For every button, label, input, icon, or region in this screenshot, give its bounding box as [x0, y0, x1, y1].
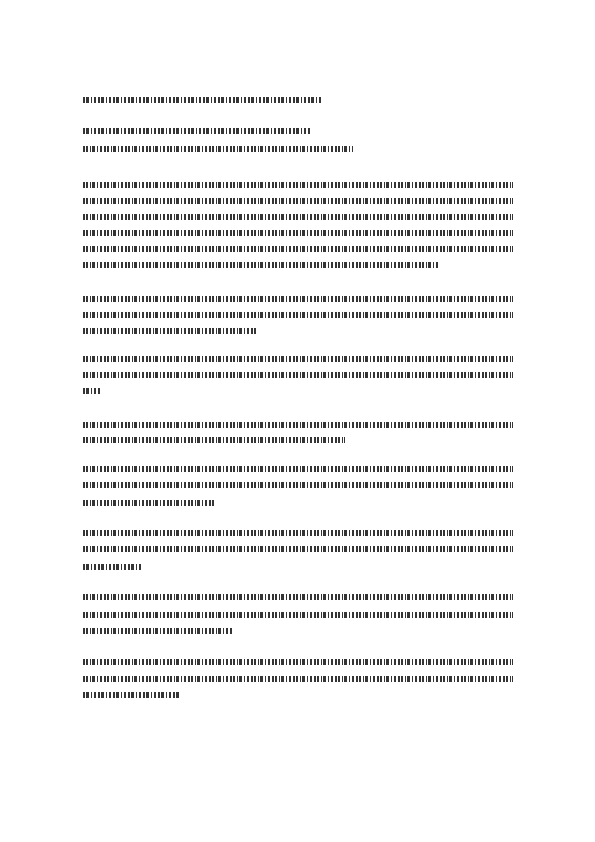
para-5-line-2	[83, 482, 513, 488]
para-3-line-1	[83, 356, 513, 362]
para-6-line-3	[83, 564, 141, 570]
para-2-line-2	[83, 312, 513, 318]
para-7-line-1	[83, 594, 513, 600]
intro-line-1	[83, 128, 311, 134]
para-1-line-6	[83, 262, 439, 268]
para-3-line-3	[83, 388, 101, 394]
para-3-line-2	[83, 372, 513, 378]
para-8-line-3	[83, 692, 179, 698]
para-7-line-2	[83, 612, 513, 618]
para-5-line-3	[83, 500, 215, 506]
para-1-line-3	[83, 214, 513, 220]
para-1-line-4	[83, 230, 513, 236]
para-4-line-2	[83, 437, 345, 443]
para-5-line-1	[83, 466, 513, 472]
para-8-line-2	[83, 676, 513, 682]
para-1-line-1	[83, 182, 513, 188]
para-4-line-1	[83, 422, 513, 428]
header-line	[83, 97, 321, 103]
para-7-line-3	[83, 628, 233, 634]
para-6-line-1	[83, 530, 513, 536]
intro-line-2	[83, 146, 353, 152]
para-1-line-2	[83, 198, 513, 204]
para-6-line-2	[83, 546, 513, 552]
para-2-line-3	[83, 328, 257, 334]
para-2-line-1	[83, 296, 513, 302]
para-1-line-5	[83, 246, 513, 252]
para-8-line-1	[83, 659, 513, 665]
